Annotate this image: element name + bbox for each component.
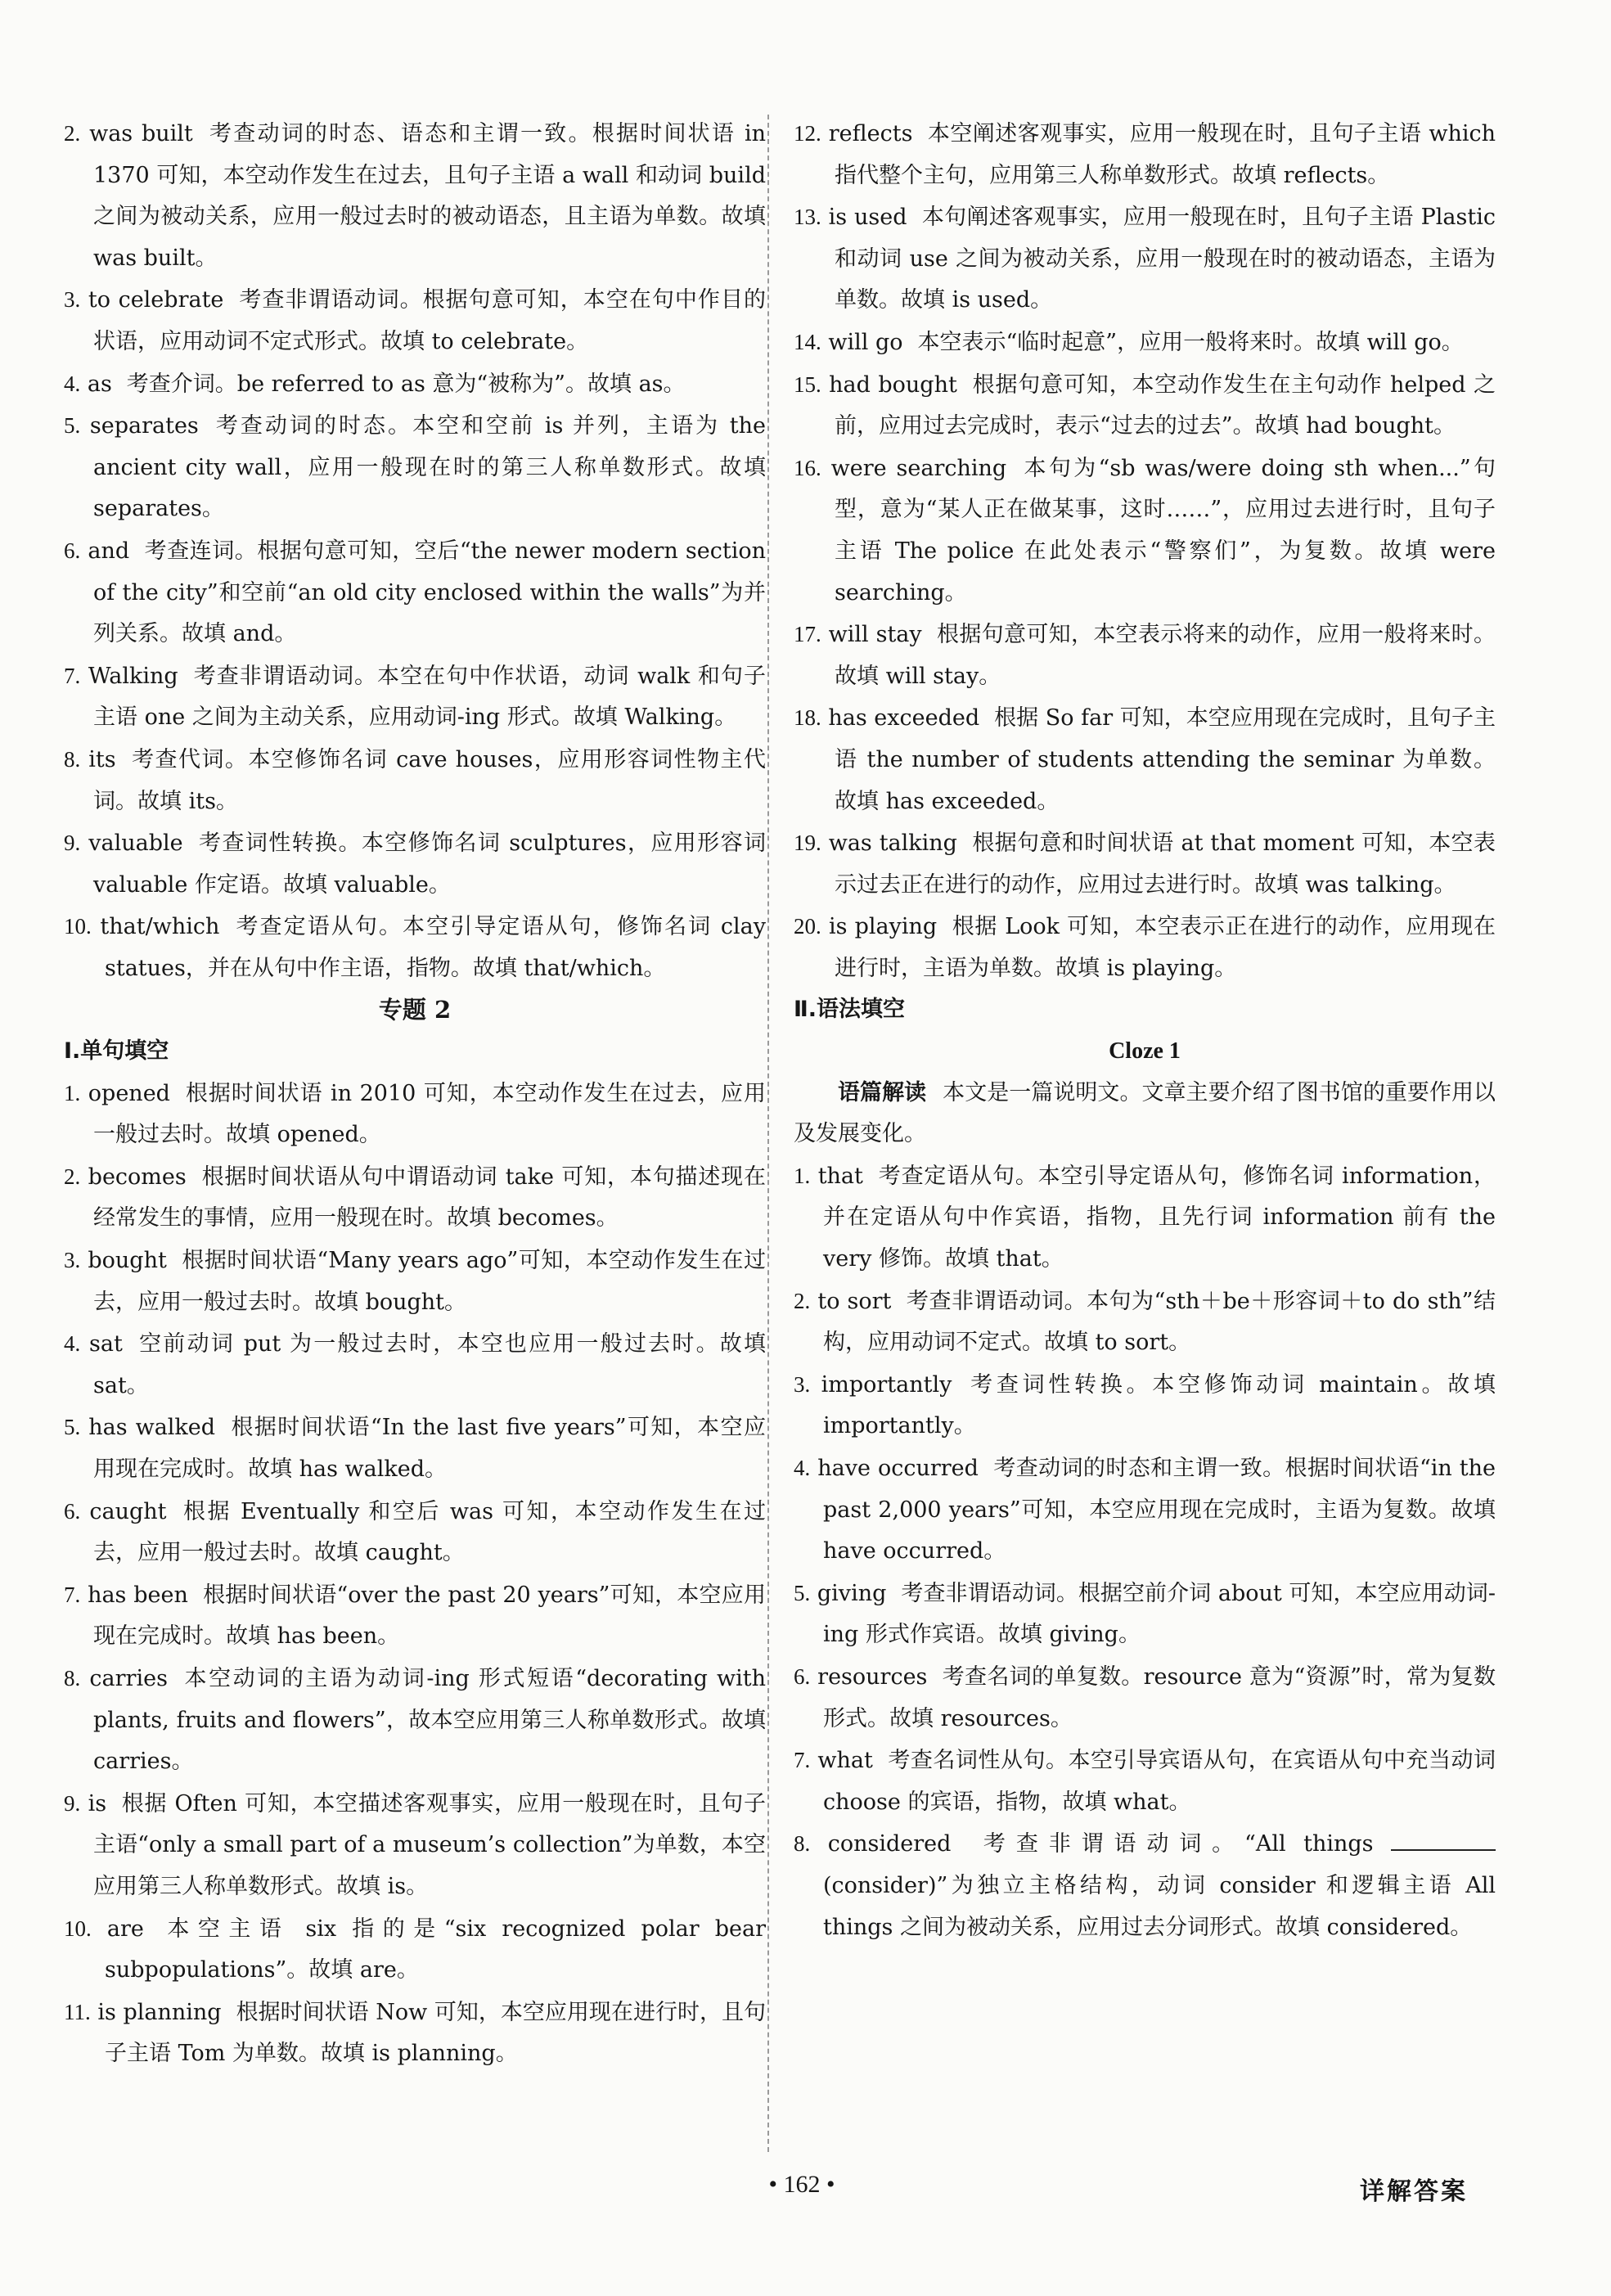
entry-number: 10.: [64, 1916, 92, 1941]
entry-number: 3.: [64, 1248, 81, 1273]
cloze-title: Cloze 1: [1109, 1038, 1181, 1065]
entry-number: 3.: [794, 1371, 811, 1397]
section-grammar-fill: Ⅱ.语法填空: [794, 997, 906, 1023]
entry-number: 11.: [64, 1999, 91, 2024]
entry-explanation: 考查连词。根据句意可知，空后“the newer modern section of the city”和空前“an old city enclosed within the walls”为并列关系。故填 and。: [93, 538, 766, 647]
entry-explanation: 考查非谓语动词。根据句意可知，本空在句中作目的状语，应用动词不定式形式。故填 to celebrate。: [93, 287, 766, 354]
entry-explanation: 本空阐述客观事实，应用一般现在时，且句子主语 which 指代整个主句，应用第三人称单数形式。故填 reflects。: [835, 121, 1496, 188]
entry-answer: will go: [828, 329, 903, 355]
entry-number: 10.: [64, 914, 92, 939]
entry-answer: reflects: [828, 121, 913, 146]
entry-answer: to celebrate: [88, 287, 224, 313]
entry-number: 4.: [64, 371, 81, 396]
entry-answer: separates: [89, 413, 199, 439]
entry-explanation: 考查词性转换。本空修饰动词 maintain。故填 importantly。: [823, 1371, 1496, 1439]
answer-entry: [64, 655, 766, 739]
entry-explanation: 考查非谓语动词。本句为“sth＋be＋形容词＋to do sth”结构，应用动词不定式。故填 to sort。: [823, 1288, 1496, 1356]
entry-explanation: 根据 Often 可知，本空描述客观事实，应用一般现在时，且句子主语“only a small part of a museum’s collection”为单数，本空应用第三人称单数形式。故填 is。: [93, 1790, 766, 1899]
answer-entry: [794, 1447, 1496, 1573]
entry-explanation: 考查名词的单复数。resource 意为“资源”时，常为复数形式。故填 resources。: [823, 1663, 1496, 1731]
entry-answer: and: [88, 538, 130, 564]
answer-entry: [794, 196, 1496, 322]
entry-number: 3.: [64, 287, 81, 313]
entry-explanation: 考查定语从句。本空引导定语从句，修饰名词 information，并在定语从句中作宾语，指物，且先行词 information 前有 the very 修饰。故填 that。: [823, 1163, 1496, 1272]
entry-explanation: 考查词性转换。本空修饰名词 sculptures，应用形容词 valuable 作定语。故填 valuable。: [93, 831, 766, 898]
answer-entry: [794, 448, 1496, 614]
entry-explanation: 考查代词。本空修饰名词 cave houses，应用形容词性物主代词。故填 its。: [93, 746, 766, 814]
entry-explanation: 考查介词。be referred to as 意为“被称为”。故填 as。: [126, 371, 686, 397]
answer-entry: [64, 1073, 766, 1156]
entry-number: 7.: [64, 1582, 81, 1607]
entry-explanation: 考查名词性从句。本空引导宾语从句，在宾语从句中充当动词 choose 的宾语，指物，故填 what。: [823, 1748, 1496, 1815]
entry-answer: that: [817, 1163, 863, 1189]
answer-entry: [64, 739, 766, 822]
answer-entry: [794, 1281, 1496, 1364]
footer-label: 详解答案: [1360, 2177, 1468, 2206]
entry-explanation: 根据 Eventually 和空后 was 可知，本空动作发生在过去，应用一般过去时。故填 caught。: [93, 1498, 766, 1566]
entry-number: 13.: [794, 205, 821, 230]
entry-answer: valuable: [88, 831, 183, 857]
page-number: • 162 •: [768, 2171, 835, 2198]
entry-number: 9.: [64, 1790, 81, 1816]
entry-answer: giving: [817, 1580, 887, 1606]
entry-answer: has been: [88, 1582, 188, 1608]
entry-explanation: 根据句意可知，本空表示将来的动作，应用一般将来时。故填 will stay。: [835, 622, 1496, 689]
entry-explanation: 空前动词 put 为一般过去时，本空也应用一般过去时。故填 sat。: [93, 1331, 766, 1398]
passage-interpretation-label: 语篇解读: [838, 1079, 927, 1105]
entry-answer: are: [106, 1916, 144, 1942]
answer-entry: [794, 322, 1496, 364]
answer-entry: [794, 1155, 1496, 1281]
entry-explanation: 本空主语 six 指的是“six recognized polar bear subpopulations”。故填 are。: [105, 1916, 766, 1983]
passage-interpretation-text: 本文是一篇说明文。文章主要介绍了图书馆的重要作用以及发展变化。: [794, 1079, 1496, 1147]
entry-number: 6.: [64, 1498, 81, 1524]
entry-answer: is: [88, 1790, 107, 1817]
answer-entry: [64, 1908, 766, 1992]
entry-number: 19.: [794, 831, 821, 856]
entry-answer: carries: [89, 1665, 168, 1691]
entry-explanation: 根据时间状语从句中谓语动词 take 可知，本句描述现在经常发生的事情，应用一般现在时。故填 becomes。: [93, 1164, 767, 1231]
entry-answer: was built: [89, 121, 193, 146]
answer-entry: [794, 113, 1496, 196]
entry-explanation: 根据 So far 可知，本空应用现在完成时，且句子主语 the number of students attending the seminar 为单数。故填 has exceeded。: [835, 705, 1496, 814]
passage-interpretation: [794, 1073, 1496, 1155]
answer-entry: [64, 113, 766, 279]
entry-answer: sat: [89, 1331, 123, 1357]
entry-number: 5.: [794, 1580, 811, 1605]
entry-answer: is used: [828, 205, 907, 231]
entry-answer: becomes: [88, 1164, 187, 1190]
entry-explanation: 根据 Look 可知，本空表示正在进行的动作，应用现在进行时，主语为单数。故填 is playing。: [835, 914, 1496, 981]
answer-entry: [794, 1740, 1496, 1823]
entry-number: 5.: [64, 1415, 81, 1440]
answer-entry: [794, 1823, 1496, 1948]
entry-answer: to sort: [817, 1288, 892, 1314]
entry-explanation: 本句阐述客观事实，应用一般现在时，且句子主语 Plastic 和动词 use 之间为被动关系，应用一般现在时的被动语态，主语为单数。故填 is used。: [835, 205, 1496, 313]
entry-answer: has walked: [88, 1415, 216, 1441]
left-top-entries: [64, 113, 766, 989]
answer-entry: [794, 906, 1496, 989]
entry-number: 7.: [64, 663, 81, 688]
answer-entry: [794, 614, 1496, 697]
answer-entry: [64, 1407, 766, 1490]
answer-entry: [64, 906, 766, 989]
answer-entry: [64, 363, 766, 406]
answer-entry: [64, 822, 766, 906]
answer-entry: [64, 1992, 766, 2075]
entry-explanation: 本空表示“临时起意”，应用一般将来时。故填 will go。: [917, 329, 1464, 355]
entry-answer: is planning: [97, 1999, 222, 2025]
entry-number: 4.: [64, 1331, 81, 1357]
entry-explanation: 根据句意可知，本空动作发生在主句动作 helped 之前，应用过去完成时，表示“过去的过去”。故填 had bought。: [835, 371, 1496, 439]
answer-entry: [794, 1573, 1496, 1656]
entry-explanation: 考查非谓语动词。本空在句中作状语，动词 walk 和句子主语 one 之间为主动关系，应用动词-ing 形式。故填 Walking。: [93, 663, 766, 731]
entry-explanation-start: 考查非谓语动词。“All things: [983, 1831, 1374, 1857]
entry-explanation: 考查动词的时态、语态和主谓一致。根据时间状语 in 1370 可知，本空动作发生在过去，且句子主语 a wall 和动词 build 之间为被动关系，应用一般过去时的被动语态，且主语为单数。故填 was built。: [93, 121, 766, 271]
entry-number: 4.: [794, 1456, 811, 1480]
entry-explanation: 根据时间状语 in 2010 可知，本空动作发生在过去，应用一般过去时。故填 opened。: [93, 1080, 766, 1148]
entry-explanation-end: (consider)”为独立主格结构，动词 consider 和逻辑主语 All things 之间为被动关系，应用过去分词形式。故填 considered。: [823, 1872, 1496, 1940]
answer-entry: [64, 405, 766, 530]
entry-answer: was talking: [828, 831, 957, 857]
left-column: [64, 113, 766, 2075]
entry-answer: will stay: [828, 622, 922, 648]
entry-number: 8.: [64, 746, 81, 772]
answer-entry: [794, 1364, 1496, 1447]
answer-entry: [64, 1658, 766, 1783]
entry-answer: considered: [827, 1831, 952, 1857]
entry-answer: what: [817, 1748, 873, 1774]
entry-explanation: 根据时间状语“over the past 20 years”可知，本空应用现在完成时。故填 has been。: [93, 1582, 766, 1650]
entry-answer: is playing: [828, 914, 938, 940]
entry-answer: were searching: [830, 455, 1007, 481]
answer-entry: [64, 1783, 766, 1908]
entry-number: 1.: [64, 1080, 81, 1105]
answer-entry: [64, 279, 766, 362]
entry-answer: importantly: [821, 1371, 952, 1398]
entry-answer: as: [87, 371, 112, 397]
entry-number: 6.: [64, 538, 81, 563]
answer-entry: [794, 697, 1496, 822]
entry-number: 12.: [794, 121, 821, 146]
entry-number: 20.: [794, 914, 821, 939]
entry-number: 2.: [64, 121, 81, 146]
entry-explanation: 本空动词的主语为动词-ing 形式短语“decorating with plants, fruits and flowers”，故本空应用第三人称单数形式。故填 carries。: [93, 1665, 766, 1775]
entry-explanation: 考查非谓语动词。根据空前介词 about 可知，本空应用动词-ing 形式作宾语。故填 giving。: [823, 1580, 1496, 1648]
entry-explanation: 根据时间状语“Many years ago”可知，本空动作发生在过去，应用一般过去时。故填 bought。: [93, 1248, 766, 1315]
answer-entry: [64, 1240, 766, 1323]
answer-entry: [794, 364, 1496, 448]
entry-answer: opened: [88, 1080, 170, 1106]
answer-entry: [64, 530, 766, 655]
entry-answer: resources: [817, 1663, 928, 1690]
entry-answer: Walking: [88, 663, 178, 689]
entry-explanation: 本句为“sb was/were doing sth when...”句型，意为“某人正在做某事，这时……”，应用过去进行时，且句子主语 The police 在此处表示“警察们”，为复数。故填 were searching。: [835, 455, 1496, 606]
entry-number: 8.: [794, 1831, 811, 1857]
section-single-sentence-fill: Ⅰ.单句填空: [64, 1038, 169, 1065]
entry-answer: have occurred: [817, 1456, 979, 1481]
answer-entry: [794, 822, 1496, 906]
topic-title: 专题 2: [378, 996, 452, 1024]
entry-number: 17.: [794, 622, 821, 647]
right-entries: [794, 113, 1496, 989]
answer-entry: [64, 1491, 766, 1574]
answer-blank: [1391, 1826, 1496, 1851]
entry-answer: caught: [89, 1498, 167, 1524]
entry-explanation: 根据时间状语 Now 可知，本空应用现在进行时，且句子主语 Tom 为单数。故填 is planning。: [105, 1999, 767, 2067]
answer-entry: [794, 1656, 1496, 1740]
entry-number: 8.: [64, 1665, 81, 1690]
right-column: [794, 113, 1496, 1948]
entry-explanation: 考查动词的时态和主谓一致。根据时间状语“in the past 2,000 years”可知，本空应用现在完成时，主语为复数。故填 have occurred。: [823, 1456, 1496, 1564]
answer-entry: [64, 1323, 766, 1407]
entry-number: 14.: [794, 329, 821, 354]
entry-answer: that/which: [100, 914, 220, 940]
answer-entry: [64, 1156, 766, 1240]
entry-number: 5.: [64, 413, 81, 439]
entry-number: 1.: [794, 1163, 811, 1188]
entry-explanation: 考查动词的时态。本空和空前 is 并列，主语为 the ancient city wall，应用一般现在时的第三人称单数形式。故填 separates。: [93, 413, 766, 522]
answer-entry: [64, 1574, 766, 1658]
column-divider: [767, 115, 769, 2152]
section1-entries: [64, 1073, 766, 2075]
entry-answer: had bought: [829, 371, 957, 398]
entry-answer: has exceeded: [828, 705, 980, 732]
cloze-entries: [794, 1155, 1496, 1824]
entry-number: 9.: [64, 831, 81, 856]
entry-number: 2.: [794, 1288, 811, 1313]
entry-number: 7.: [794, 1748, 811, 1773]
entry-explanation: 根据句意和时间状语 at that moment 可知，本空表示过去正在进行的动作，应用过去进行时。故填 was talking。: [835, 831, 1496, 898]
entry-number: 2.: [64, 1164, 81, 1189]
entry-explanation: 考查定语从句。本空引导定语从句，修饰名词 clay statues，并在从句中作主语，指物。故填 that/which。: [105, 914, 766, 981]
entry-number: 16.: [794, 455, 821, 480]
entry-number: 18.: [794, 705, 821, 731]
entry-answer: bought: [88, 1248, 167, 1274]
entry-explanation: 根据时间状语“In the last five years”可知，本空应用现在完成时。故填 has walked。: [93, 1415, 766, 1482]
entry-answer: its: [88, 746, 116, 772]
entry-number: 15.: [794, 371, 821, 397]
entry-number: 6.: [794, 1663, 811, 1689]
